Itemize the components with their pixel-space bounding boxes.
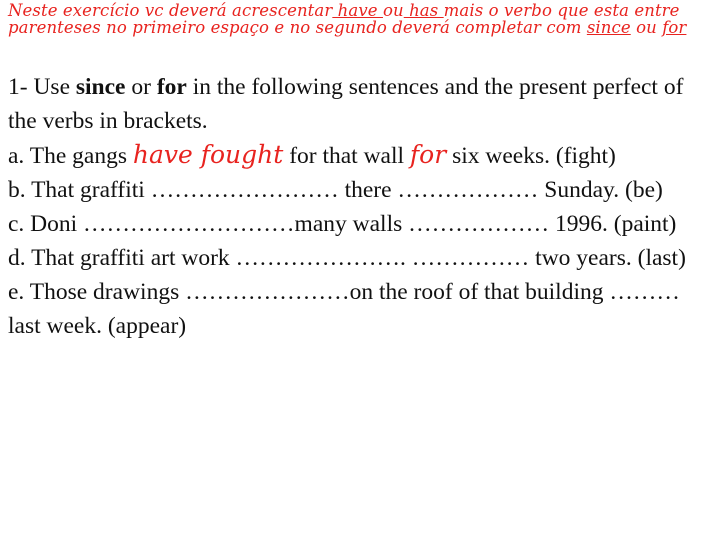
sentence-a-mid: for that wall bbox=[283, 143, 410, 169]
note-has: has bbox=[403, 1, 444, 20]
sentence-a-pre: a. The gangs bbox=[8, 143, 133, 169]
teacher-note bbox=[8, 2, 708, 36]
note-text-1: Neste exercício vc deverá acrescentar bbox=[8, 1, 333, 20]
sentence-b: b. That graffiti …………………… there ……………… Sunday. (be) bbox=[8, 177, 663, 203]
sentence-d: d. That graffiti art work …………………. …………… two years. (last) bbox=[8, 245, 686, 271]
note-or-2: ou bbox=[630, 18, 663, 37]
sentence-c: c. Doni ………………………many walls ……………… 1996. (paint) bbox=[8, 211, 677, 237]
instruction-suffix: in the following sentences and the present perfect of the verbs in brackets. bbox=[8, 74, 684, 134]
instruction-prefix: 1- Use bbox=[8, 74, 76, 100]
note-or-1: ou bbox=[382, 1, 404, 20]
note-text-2: mais o verbo que esta entre parenteses no primeiro espaço e no segundo deverá completar com bbox=[8, 1, 680, 37]
note-have: have bbox=[332, 1, 383, 20]
instruction-or: or bbox=[125, 74, 157, 100]
sentence-a-post: six weeks. (fight) bbox=[446, 143, 616, 169]
sentence-a bbox=[8, 138, 713, 173]
note-for: for bbox=[662, 18, 687, 37]
sentence-e: e. Those drawings …………………on the roof of that building ……… last week. (appear) bbox=[8, 279, 680, 339]
note-since: since bbox=[586, 18, 631, 37]
exercise bbox=[8, 70, 713, 343]
sentence-a-answer-prep: for bbox=[409, 140, 447, 169]
sentence-a-answer-verb: have fought bbox=[132, 140, 284, 169]
exercise-instruction bbox=[8, 70, 713, 138]
instruction-since: since bbox=[75, 74, 126, 100]
instruction-for: for bbox=[156, 74, 187, 100]
